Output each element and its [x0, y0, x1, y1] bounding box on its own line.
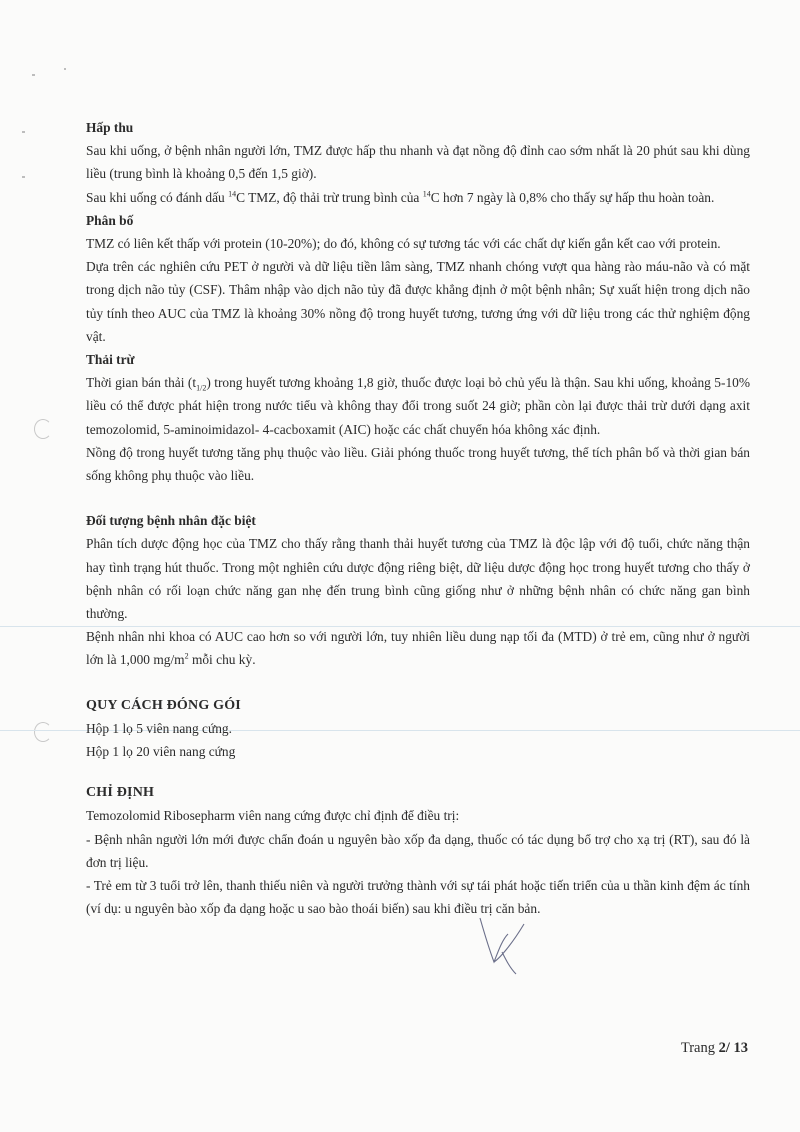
paragraph: Thời gian bán thải $(t_{1/2})$ trong huyết tương khoảng 1,8 giờ, thuốc được loại bỏ chủ yếu là thận. Sau khi uống, khoảng 5-10% liều có thể được phát hiện trong nước tiểu và không thay đổi trong suốt 24 giờ; phần còn lại được thải trừ dưới dạng axit temozolomid, 5-aminoimidazol- 4-cacboxamit (AIC) hoặc các chất chuyển hóa không xác định.: [86, 375, 750, 437]
paragraph: Phân tích dược động học của TMZ cho thấy rằng thanh thải huyết tương của TMZ là độc lập với độ tuổi, chức năng thận hay tình trạng hút thuốc. Trong một nghiên cứu dược động riêng biệt, dữ liệu dược động học trong huyết tương cho thấy ở bệnh nhân có rối loạn chức năng gan nhẹ đến trung bình cũng giống như ở những bệnh nhân có chức năng gan bình thường.: [86, 536, 750, 622]
main-content: [86, 116, 750, 921]
punch-hole-mark: [34, 419, 52, 439]
list-item: - Trẻ em từ 3 tuổi trở lên, thanh thiếu niên và người trưởng thành với sự tái phát hoặc tiến triển của u thần kinh đệm ác tính (ví dụ: u nguyên bào xốp đa dạng hoặc u sao bào thoái biến) sau khi điều trị căn bản.: [86, 878, 750, 917]
section-title-chi-dinh: CHỈ ĐỊNH: [86, 785, 155, 801]
paragraph: Nồng độ trong huyết tương tăng phụ thuộc vào liều. Giải phóng thuốc trong huyết tương, thể tích phân bố và thời gian bán sống không phụ thuộc vào liều.: [86, 444, 750, 484]
heading-thai-tru: Thải trừ: [86, 352, 135, 368]
paragraph: Dựa trên các nghiên cứu PET ở người và dữ liệu tiền lâm sàng, TMZ nhanh chóng vượt qua hàng rào máu-não và có mặt trong dịch não tủy (CSF). Thâm nhập vào dịch não tủy đã được khẳng định ở một bệnh nhân; Sự xuất hiện trong dịch não tủy tính theo AUC của TMZ là khoảng 30% nồng độ trong huyết tương, tương ứng với dữ liệu trong các thử nghiệm động vật.: [86, 259, 750, 344]
page-number: Trang 2/ 13: [680, 1040, 748, 1056]
list-item: - Bệnh nhân người lớn mới được chẩn đoán u nguyên bào xốp đa dạng, thuốc có tác dụng bổ trợ cho xạ trị (RT), sau đó là đơn trị liệu.: [86, 831, 750, 870]
paragraph: Temozolomid Ribosepharm viên nang cứng được chỉ định để điều trị:: [86, 808, 460, 824]
section-title-quy-cach: QUY CÁCH ĐÓNG GÓI: [86, 697, 241, 713]
heading-hap-thu: Hấp thu: [86, 120, 134, 135]
paragraph: TMZ có liên kết thấp với protein (10-20%); do đó, không có sự tương tác với các chất dự kiến gắn kết cao với protein.: [86, 236, 721, 252]
handwritten-signature-mark: [472, 912, 532, 982]
list-item: Hộp 1 lọ 5 viên nang cứng.: [86, 720, 232, 736]
scan-speck: [22, 131, 25, 133]
punch-hole-mark: [34, 722, 52, 742]
paragraph: Bệnh nhân nhi khoa có AUC cao hơn so với người lớn, tuy nhiên liều dung nạp tối đa (MTD) ở trẻ em, cũng như ở người lớn là 1,000 $mg/m^2$ mỗi chu kỳ.: [86, 629, 750, 668]
heading-phan-bo: Phân bố: [86, 212, 134, 228]
heading-doi-tuong: Đối tượng bệnh nhân đặc biệt: [86, 513, 256, 529]
scan-speck: [22, 176, 25, 178]
scan-speck: [64, 68, 66, 70]
scan-speck: [32, 74, 35, 76]
paragraph: Sau khi uống, ở bệnh nhân người lớn, TMZ được hấp thu nhanh và đạt nồng độ đỉnh cao sớm nhất là 20 phút sau khi dùng liều (trung bình là khoảng 0,5 đến 1,5 giờ).: [86, 143, 750, 182]
list-item: Hộp 1 lọ 20 viên nang cứng: [86, 744, 236, 760]
paragraph: Sau khi uống có đánh dấu $^{14}$C TMZ, độ thải trừ trung bình của $^{14}$C hơn 7 ngày là 0,8% cho thấy sự hấp thu hoàn toàn.: [86, 189, 715, 205]
